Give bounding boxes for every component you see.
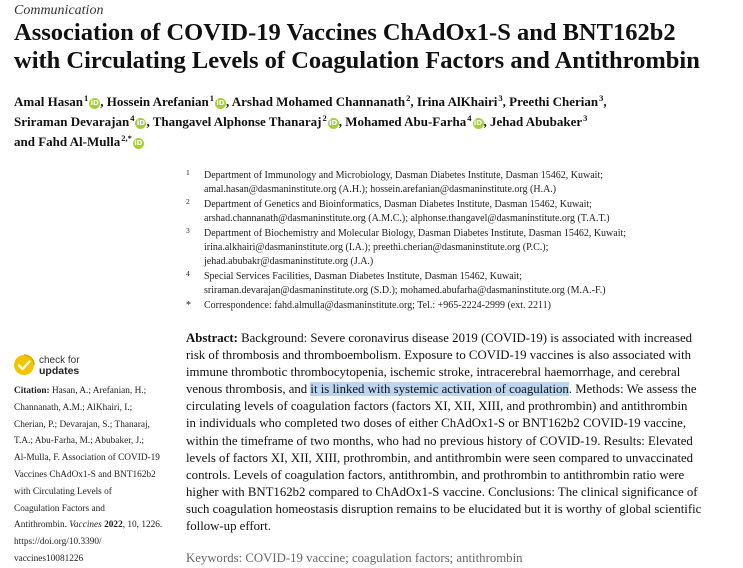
- author-name[interactable]: Amal Hasan: [14, 94, 83, 109]
- citation-line-0: [14, 383, 174, 400]
- author-affiliation-sup: 2,*: [121, 133, 132, 144]
- author-affiliation-sup: 4: [130, 113, 135, 124]
- author-name[interactable]: Thangavel Alphonse Thanaraj: [152, 114, 322, 130]
- abstract-line-3: immune thrombotic thrombocytopenia, ischemic stroke, intracerebral haemorrhage, and cerebral: [186, 365, 681, 380]
- author-and: and: [14, 134, 35, 150]
- author-affiliation-sup: 3: [498, 93, 503, 103]
- author-name[interactable]: Fahd Al-Mulla: [38, 134, 121, 150]
- abstract-line-8: levels of factors XI, XII, XIII, prothrombin, and antithrombin were seen compared to unvaccinated: [186, 450, 694, 465]
- author-name[interactable]: Arshad Mohamed Channanath: [231, 94, 406, 109]
- author-affiliation-sup: 1: [83, 93, 89, 103]
- citation-line-6: with Circulating Levels of: [14, 486, 112, 497]
- check-for-updates-text: [39, 355, 80, 377]
- affiliation-marker: 4: [186, 268, 190, 278]
- affiliation-item: [186, 169, 726, 198]
- affiliation-line: Department of Immunology and Microbiology, Dasman Diabetes Institute, Dasman 15462, Kuwait;: [204, 170, 603, 181]
- citation-doi-link-1[interactable]: https://doi.org/10.3390/: [14, 537, 102, 548]
- author-separator: ,: [603, 94, 607, 109]
- author-name[interactable]: Preethi Cherian: [509, 94, 599, 109]
- author-name[interactable]: Hossein Arefanian: [106, 94, 209, 109]
- author-affiliation-sup: 4: [467, 113, 472, 124]
- affiliation-marker: 2: [186, 196, 190, 206]
- citation-doi-link-2[interactable]: vaccines10081226: [14, 553, 84, 564]
- abstract-line-11: such coagulation homeostasis disruption remains to be elucidated but it is worthy of global scientific: [186, 501, 702, 516]
- article-title: [14, 19, 734, 75]
- affiliation-line: amal.hasan@dasmaninstitute.org (A.H.); hossein.arefanian@dasmaninstitute.org (H.A.): [204, 184, 557, 196]
- author-name[interactable]: Irina AlKhairi: [416, 94, 498, 109]
- orcid-icon[interactable]: iD: [134, 139, 143, 148]
- affiliation-marker: *: [186, 299, 191, 311]
- highlighted-text[interactable]: it is linked with systemic activation of coagulation: [310, 382, 569, 397]
- abstract-label: Abstract:: [186, 331, 238, 345]
- author-separator: ,: [410, 94, 417, 109]
- affiliation-line: Special Services Facilities, Dasman Diabetes Institute, Dasman 15462, Kuwait;: [204, 270, 522, 282]
- abstract-line-1: [186, 330, 726, 347]
- author-list: [14, 90, 734, 151]
- author-affiliation-sup: 3: [583, 113, 588, 124]
- affiliation-line: sriraman.devarajan@dasmaninstitute.org (S.D.); mohamed.abufarha@dasmaninstitute.org (M.A.-F.): [204, 285, 606, 297]
- author-separator: ,: [483, 114, 490, 130]
- abstract-line-12: follow-up effort.: [186, 519, 272, 534]
- author-name[interactable]: Mohamed Abu-Farha: [345, 114, 467, 130]
- affiliation-line: irina.alkhairi@dasmaninstitute.org (I.A.); preethi.cherian@dasmaninstitute.org (P.C.);: [204, 242, 549, 254]
- citation-line-3: T.A.; Abu-Farha, M.; Abubaker, J.;: [14, 436, 145, 447]
- cfu-line-2: updates: [39, 365, 80, 377]
- author-affiliation-sup: 2: [406, 93, 411, 103]
- abstract-line-6: in individuals who completed two doses of either ChAdOx1-S or BNT162b2 COVID-19 vaccine,: [186, 416, 687, 431]
- abstract-line-2: risk of thrombosis and thromboembolism. Exposure to COVID-19 vaccines is also associated with: [186, 348, 692, 363]
- author-line-1: [14, 90, 734, 110]
- citation-year: 2022: [104, 520, 123, 531]
- citation-volume: , 10, 1226.: [122, 520, 163, 531]
- author-affiliation-sup: 1: [209, 93, 214, 103]
- orcid-icon[interactable]: iD: [473, 119, 483, 128]
- citation-block: [14, 383, 174, 568]
- affiliation-item: [186, 270, 726, 299]
- abstract-text: . Methods: We assess the: [568, 382, 697, 397]
- orcid-icon[interactable]: iD: [136, 119, 146, 128]
- orcid-icon[interactable]: iD: [90, 99, 99, 107]
- keywords-cut-off: Keywords: COVID-19 vaccine; coagulation factors; antithrombin: [186, 551, 523, 565]
- check-for-updates-badge[interactable]: [13, 352, 133, 380]
- author-name[interactable]: Jehad Abubaker: [490, 114, 583, 130]
- affiliation-item: [186, 299, 726, 313]
- affiliation-marker: 1: [186, 168, 190, 177]
- affiliations: [186, 169, 726, 313]
- orcid-icon[interactable]: iD: [329, 119, 338, 128]
- abstract-line-10: higher with BNT162b2 compared to ChAdOx1-S vaccine. Conclusions: The clinical significance of: [186, 484, 698, 499]
- citation-line-2: Cherian, P.; Devarajan, S.; Thanaraj,: [14, 419, 150, 430]
- citation-label: Citation:: [14, 386, 50, 396]
- author-name[interactable]: Sriraman Devarajan: [14, 114, 130, 130]
- author-line-3: [14, 130, 734, 150]
- orcid-icon[interactable]: iD: [216, 99, 225, 107]
- affiliation-item: [186, 227, 726, 270]
- citation-line-5: Vaccines ChAdOx1-S and BNT162b2: [14, 469, 156, 480]
- article-type: Communication: [14, 3, 104, 18]
- author-affiliation-sup: 2: [322, 113, 327, 124]
- abstract-line-9: controls. Levels of coagulation factors, antithrombin, and prothrombin to antithrombin ratio were: [186, 467, 685, 482]
- affiliation-item: [186, 198, 726, 227]
- author-affiliation-sup: 3: [599, 93, 604, 103]
- title-line-2: with Circulating Levels of Coagulation Factors and Antithrombin: [14, 47, 700, 74]
- author-separator: ,: [146, 114, 153, 130]
- citation-journal: Vaccines: [69, 520, 102, 531]
- citation-text: Hasan, A.; Arefanian, H.;: [49, 386, 147, 396]
- title-line-1: Association of COVID-19 Vaccines ChAdOx1-S and BNT162b2: [14, 19, 676, 46]
- abstract-line-4: [186, 381, 726, 398]
- check-for-updates-icon: [13, 354, 35, 376]
- abstract: [186, 330, 726, 535]
- author-separator: ,: [100, 94, 107, 109]
- abstract-line-7: within the timeframe of two months, who had no previous history of COVID-19. Results: Elevated: [186, 433, 693, 448]
- citation-line-7: Coagulation Factors and: [14, 503, 105, 514]
- affiliation-line: arshad.channanath@dasmaninstitute.org (A.M.C.); alphonse.thangavel@dasmaninstitute.org (T.A.T.): [204, 213, 610, 225]
- affiliation-marker: 3: [186, 225, 190, 235]
- author-separator: ,: [225, 94, 232, 109]
- citation-text: Antithrombin.: [14, 520, 70, 531]
- author-separator: ,: [338, 114, 346, 130]
- affiliation-line: jehad.abubakr@dasmaninstitute.org (J.A.): [204, 256, 374, 268]
- abstract-text: Background: Severe coronavirus disease 2019 (COVID-19) is associated with increased: [237, 331, 693, 345]
- citation-line-4: Al-Mulla, F. Association of COVID-19: [14, 453, 160, 464]
- citation-line-8: [14, 517, 174, 534]
- abstract-text: venous thrombosis, and: [186, 382, 311, 397]
- affiliation-line: Correspondence: fahd.almulla@dasmaninstitute.org; Tel.: +965-2224-2999 (ext. 2211): [204, 299, 551, 311]
- affiliation-line: Department of Biochemistry and Molecular Biology, Dasman Diabetes Institute, Dasman 15462, Kuwait;: [204, 227, 627, 239]
- author-line-2: [14, 110, 734, 130]
- citation-line-1: Channanath, A.M.; AlKhairi, I.;: [14, 402, 133, 413]
- abstract-line-5: circulating levels of coagulation factors (factors XI, XII, XIII, and prothrombin) and antithrombin: [186, 399, 688, 414]
- cfu-line-1: check for: [39, 355, 80, 366]
- affiliation-line: Department of Genetics and Bioinformatics, Dasman Diabetes Institute, Dasman 15462, Kuwait;: [204, 198, 592, 210]
- author-separator: ,: [502, 94, 510, 109]
